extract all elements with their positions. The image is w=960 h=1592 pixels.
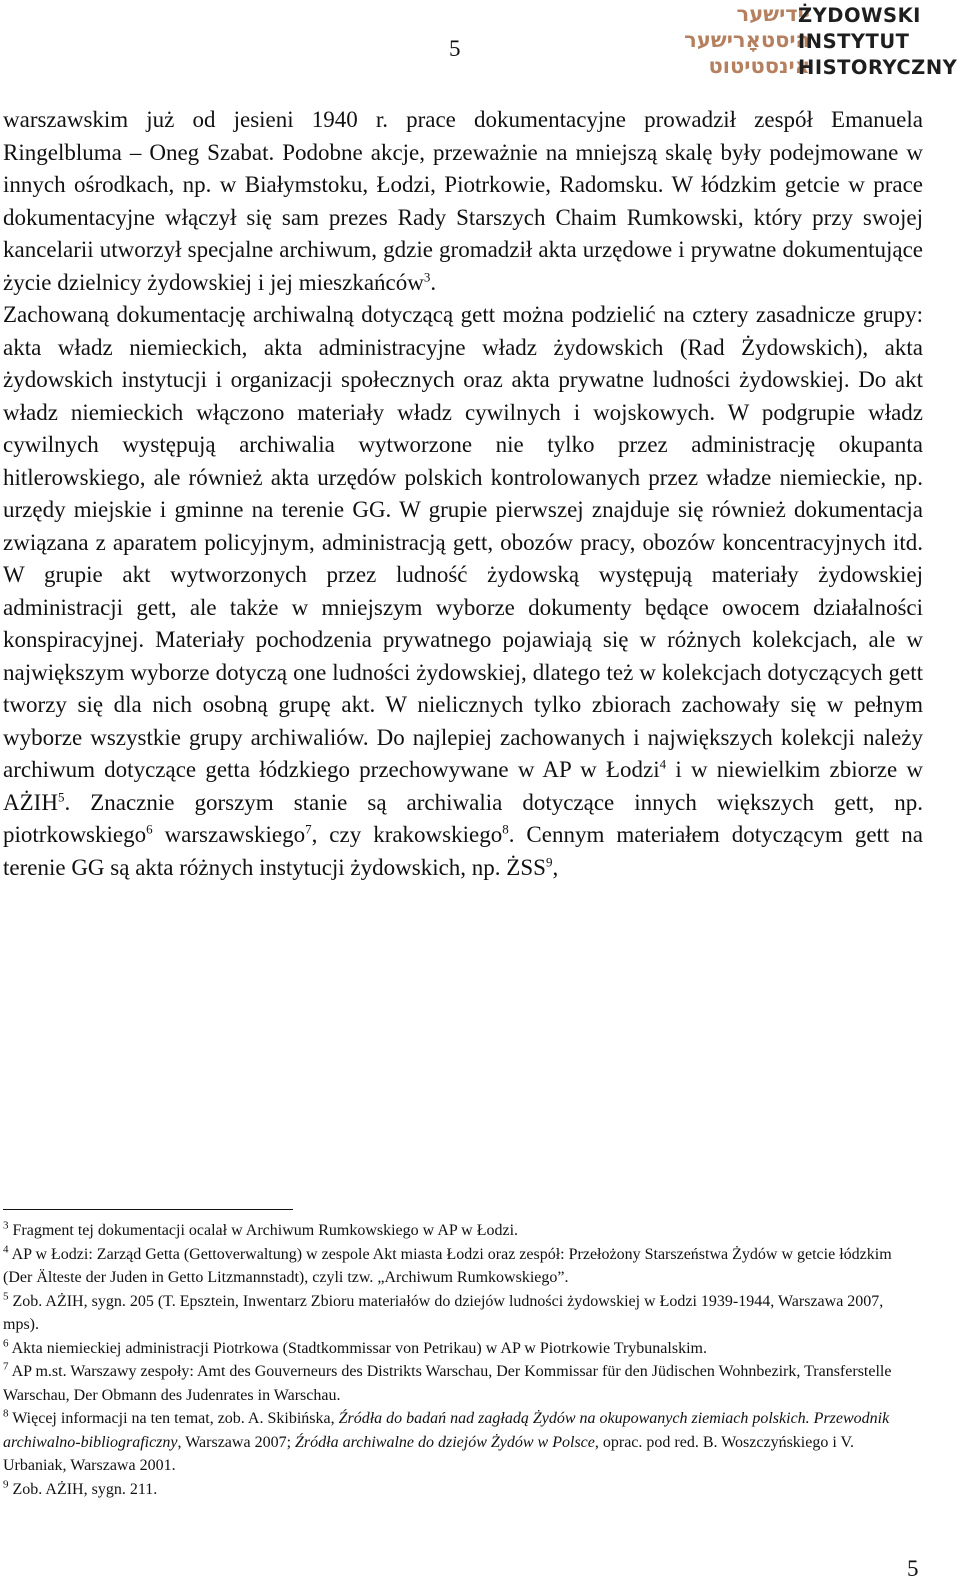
text-run: Zachowaną dokumentację archiwalną dotyczącą gett można podzielić na cztery zasadnicze grupy: akta władz niemieckich, akta administracyjne władz żydowskich (Rad Żydowskich), akta żydowskich instytucji i organizacji społecznych oraz akta prywatne ludności żydowskiej. Do akt władz niemieckich włączono materiały władz cywilnych i wojskowych. W podgrupie władz cywilnych występują archiwalia wytworzone nie tylko przez administrację okupanta hitlerowskiego, ale również akta urzędów polskich kontrolowanych przez władze niemieckie, np. urzędy miejskie i gminne na terenie GG. W grupie pierwszej znajduje się również dokumentacja związana z aparatem policyjnym, administracją gett, obozów pracy, obozów koncentracyjnych itd. W grupie akt wytworzonych przez ludność żydowską występują materiały żydowskiej administracji gett, ale także w mniejszym wyborze dokumenty będące owocem działalności konspiracyjnej. Materiały pochodzenia prywatnego pojawiają się w różnych kolekcjach, ale w największym wyborze dotyczą one ludności żydowskiej, dlatego też w kolekcjach dotyczących gett tworzy się dla nich osobną grupę akt. W nielicznych tylko zbiorach zachowały się w pełnym wyborze wszystkie grupy archiwaliów. Do najlepiej zachowanych i największych kolekcji należy archiwum dotyczące getta łódzkiego przechowywane w AP w Łodzi [3, 302, 923, 782]
footnote [3, 1219, 908, 1243]
logo-hebrew-line-2: היסטאָרישער [684, 28, 810, 52]
footnote [3, 1360, 908, 1407]
text-run: . Cennym materiałem dotyczącym gett na terenie GG są akta różnych instytucji żydowskich, np. ŻSS [3, 822, 923, 880]
text-run: i w niewielkim zbiorze w AŻIH [3, 757, 923, 815]
logo-hebrew-line-3: אינסטיטוט [708, 54, 810, 78]
body-paragraph [3, 104, 923, 299]
text-run: warszawskim już od jesieni 1940 r. prace dokumentacyjne prowadził zespół Emanuela Ringelbluma – Oneg Szabat. Podobne akcje, przeważnie na mniejszą skalę były podejmowane w innych ośrodkach, np. w Białymstoku, Łodzi, Piotrkowie, Radomsku. W łódzkim getcie w prace dokumentacyjne włączył się sam prezes Rady Starszych Chaim Rumkowski, który przy swojej kancelarii utworzył specjalne archiwum, gdzie gromadził akta urzędowe i prywatne dokumentujące życie dzielnicy żydowskiej i jej mieszkańców [3, 107, 923, 295]
footnote [3, 1337, 908, 1361]
logo-hebrew-line-1: יידישער [736, 2, 810, 26]
footnotes [3, 1219, 908, 1501]
footnote-reference: 8 [502, 821, 509, 837]
footnote [3, 1407, 908, 1478]
text-run: warszawskiego [152, 822, 306, 847]
footnote-reference: 9 [3, 1478, 9, 1491]
footnote-reference: 6 [3, 1337, 9, 1350]
text-run: , Warszawa 2007; [177, 1433, 296, 1451]
text-run: AP m.st. Warszawy zespoły: Amt des Gouverneurs des Distrikts Warschau, Der Kommissar für den Jüdischen Wohnbezirk, Transferstelle Warschau, Der Obmann des Judenrates in Warschau. [3, 1363, 892, 1404]
text-run: , [552, 854, 559, 880]
logo-polish-line-2: INSTYTUT [798, 30, 910, 53]
text-run: AP w Łodzi: Zarząd Getta (Gettoverwaltung) w zespole Akt miasta Łodzi oraz zespół: Przełożony Starszeństwa Żydów w getcie łódzkim (Der Älteste der Juden in Getto Litzmannstadt), czyli tzw. „Archiwum Rumkowskiego”. [3, 1245, 892, 1286]
footnote-reference: 8 [3, 1407, 9, 1420]
text-run: . [430, 269, 437, 295]
footnote-reference: 4 [3, 1243, 9, 1256]
page-number-bottom: 5 [907, 1556, 919, 1581]
text-run: Zob. AŻIH, sygn. 205 (T. Epsztein, Inwentarz Zbioru materiałów do dziejów ludności żydowskiej w Łodzi 1939-1944, Warszawa 2007, mps). [3, 1292, 884, 1333]
text-run: Więcej informacji na ten temat, zob. A. Skibińska, [8, 1410, 339, 1427]
text-run: Akta niemieckiej administracji Piotrkowa (Stadtkommissar von Petrikau) w AP w Piotrkowie Trybunalskim. [8, 1339, 707, 1357]
footnote [3, 1478, 908, 1502]
footnote-reference: 3 [423, 268, 431, 284]
footnote-reference: 5 [57, 788, 65, 804]
footnote-separator [3, 1209, 293, 1210]
footnote-reference: 6 [146, 821, 153, 837]
institute-logo [620, 0, 960, 82]
text-run: . Znacznie gorszym stanie są archiwalia dotyczące innych większych gett, np. piotrkowskiego [3, 789, 923, 847]
footnote-reference: 3 [3, 1219, 9, 1232]
logo-polish-line-3: HISTORYCZNY [798, 56, 958, 79]
text-run: , oprac. pod red. B. Woszczyńskiego i V. Urbaniak, Warszawa 2001. [3, 1433, 854, 1474]
footnote-reference: 7 [305, 821, 312, 837]
body-paragraph [3, 299, 923, 884]
footnote-reference: 9 [545, 853, 553, 869]
main-text [3, 104, 923, 884]
italic-title: Źródła archiwalne do dziejów Żydów w Polsce [295, 1433, 595, 1451]
logo-polish-line-1: ŻYDOWSKI [798, 4, 921, 27]
footnote-reference: 5 [3, 1290, 9, 1303]
footnote [3, 1243, 908, 1290]
italic-title: Źródła do badań nad zagładą Żydów na okupowanych ziemiach polskich. Przewodnik archiwalno-bibliograficzny [3, 1410, 890, 1451]
text-run: , czy krakowskiego [311, 822, 503, 847]
footnote-reference: 4 [659, 756, 667, 772]
footnote [3, 1290, 908, 1337]
text-run: Zob. AŻIH, sygn. 211. [8, 1480, 158, 1498]
footnote-reference: 7 [3, 1360, 9, 1373]
text-run: Fragment tej dokumentacji ocalał w Archiwum Rumkowskiego w AP w Łodzi. [8, 1222, 519, 1239]
page-number-top: 5 [449, 36, 461, 61]
